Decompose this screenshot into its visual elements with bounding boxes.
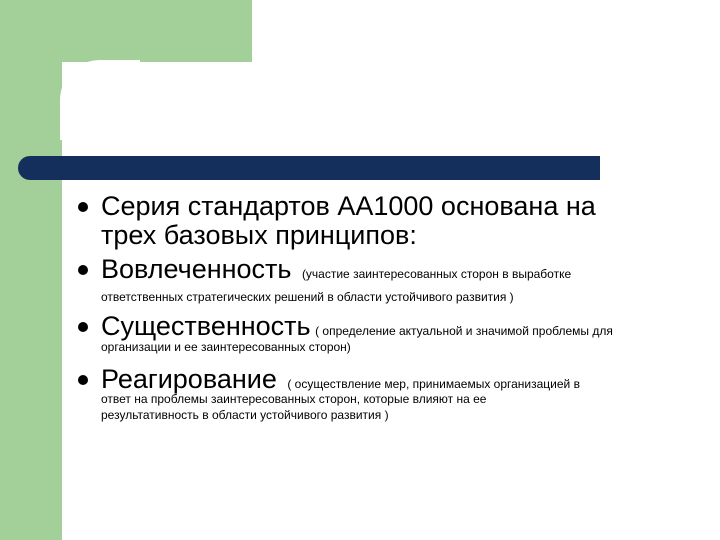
item-2-note-line-2: ответственных стратегических решений в области устойчивого развития ) bbox=[101, 290, 514, 304]
item-3-first-line bbox=[101, 311, 613, 342]
item-1-line-2: трех базовых принципов: bbox=[101, 220, 417, 250]
item-4-note-line-2: ответ на проблемы заинтересованных сторон, которые влияют на ее bbox=[101, 392, 487, 406]
item-3-term: Существенность bbox=[101, 311, 311, 341]
item-3-note-line-2: организации и ее заинтересованных сторон) bbox=[101, 340, 351, 354]
item-4-note-line-3: результативность в области устойчивого развития ) bbox=[101, 408, 389, 422]
item-2-term: Вовлеченность bbox=[101, 254, 292, 284]
item-4-term: Реагирование bbox=[101, 364, 277, 394]
decor-green-left bbox=[0, 0, 62, 540]
title-bar bbox=[18, 156, 600, 180]
bullet-icon bbox=[78, 265, 88, 275]
item-2-first-line bbox=[101, 254, 571, 285]
item-3-note-start: ( определение актуальной и значимой проблемы для bbox=[315, 324, 613, 338]
bullet-icon bbox=[78, 375, 88, 385]
item-4-note-start: ( осуществление мер, принимаемых организацией в bbox=[287, 377, 580, 391]
decor-rounded-corner bbox=[60, 60, 140, 140]
bullet-icon bbox=[78, 322, 88, 332]
bullet-icon bbox=[78, 202, 88, 212]
item-2-note-start: (участие заинтересованных сторон в выработке bbox=[301, 267, 572, 281]
item-1-line-1: Серия стандартов АА1000 основана на bbox=[101, 191, 596, 221]
